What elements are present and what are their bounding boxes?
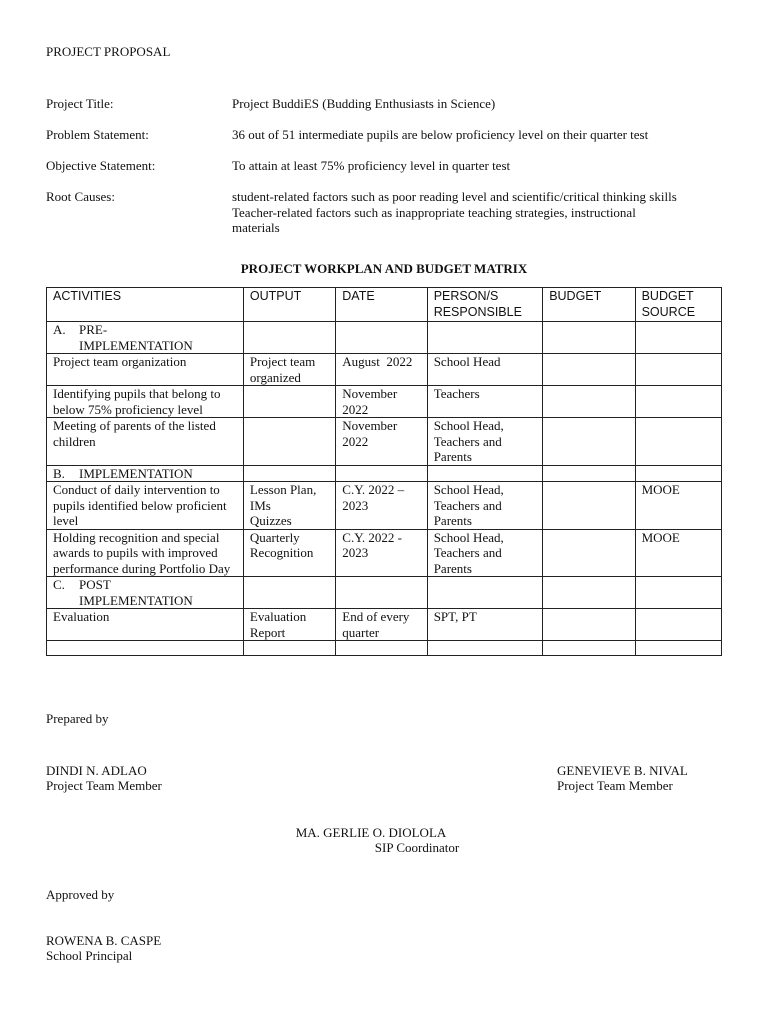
date-cell: C.Y. 2022 – 2023 bbox=[336, 482, 427, 530]
output-cell: Project team organized bbox=[243, 354, 335, 386]
phase-name-continued: IMPLEMENTATION bbox=[79, 337, 193, 353]
activity-cell: Identifying pupils that belong to below 75% proficiency level bbox=[47, 386, 244, 418]
signatory-name: ROWENA B. CASPE bbox=[46, 933, 162, 948]
table-header-row bbox=[47, 288, 722, 322]
budget-cell bbox=[543, 482, 635, 530]
budget-cell bbox=[543, 418, 635, 466]
approved-by-label: Approved by bbox=[46, 887, 115, 902]
table-row bbox=[47, 418, 722, 466]
person-cell: School Head, Teachers and Parents bbox=[427, 482, 543, 530]
phase-name: IMPLEMENTATION bbox=[79, 465, 193, 481]
output-cell: Evaluation Report bbox=[243, 609, 335, 641]
output-cell bbox=[243, 386, 335, 418]
document-heading: PROJECT PROPOSAL bbox=[46, 44, 171, 59]
problem-statement-label: Problem Statement: bbox=[46, 127, 149, 142]
signatory-role: Project Team Member bbox=[557, 778, 673, 793]
budget-source-cell: MOOE bbox=[635, 529, 721, 577]
activity-cell: Holding recognition and special awards to pupils with improved performance during Portfolio Day bbox=[47, 529, 244, 577]
column-header-output: OUTPUT bbox=[243, 288, 335, 322]
person-cell: School Head, Teachers and Parents bbox=[427, 418, 543, 466]
column-header-date: DATE bbox=[336, 288, 427, 322]
activity-cell: Conduct of daily intervention to pupils identified below proficient level bbox=[47, 482, 244, 530]
output-cell bbox=[243, 482, 335, 530]
activity-cell: Evaluation bbox=[47, 609, 244, 641]
signatory-name: GENEVIEVE B. NIVAL bbox=[557, 763, 688, 778]
project-title-label: Project Title: bbox=[46, 96, 114, 111]
root-cause-line: Teacher-related factors such as inappropriate teaching strategies, instructional bbox=[232, 204, 636, 220]
phase-label bbox=[47, 465, 244, 482]
root-cause-line: materials bbox=[232, 220, 280, 235]
phase-row-implementation bbox=[47, 465, 722, 482]
matrix-title: PROJECT WORKPLAN AND BUDGET MATRIX bbox=[240, 261, 528, 276]
output-line: Quizzes bbox=[249, 513, 292, 528]
signatory-name: MA. GERLIE O. DIOLOLA bbox=[295, 825, 447, 840]
budget-source-cell bbox=[635, 418, 721, 466]
objective-statement-label: Objective Statement: bbox=[46, 158, 156, 173]
table-row bbox=[47, 482, 722, 530]
activity-cell: Project team organization bbox=[47, 354, 244, 386]
person-cell: School Head bbox=[427, 354, 543, 386]
signatory-role: School Principal bbox=[46, 948, 133, 963]
phase-name: POST bbox=[79, 577, 111, 592]
phase-letter: B. bbox=[53, 465, 65, 481]
phase-letter: A. bbox=[53, 322, 66, 337]
problem-statement-value: 36 out of 51 intermediate pupils are below proficiency level on their quarter test bbox=[232, 127, 649, 142]
signatory-name: DINDI N. ADLAO bbox=[46, 763, 147, 778]
table-row bbox=[47, 609, 722, 641]
date-cell: C.Y. 2022 - 2023 bbox=[336, 529, 427, 577]
phase-row-pre-implementation bbox=[47, 322, 722, 354]
budget-cell bbox=[543, 609, 635, 641]
activity-cell: Meeting of parents of the listed children bbox=[47, 418, 244, 466]
budget-source-cell bbox=[635, 609, 721, 641]
output-cell bbox=[243, 418, 335, 466]
date-cell: November 2022 bbox=[336, 386, 427, 418]
signatory-role: Project Team Member bbox=[46, 778, 162, 793]
table-row-empty bbox=[47, 641, 722, 656]
date-cell: August 2022 bbox=[336, 354, 427, 386]
table-row bbox=[47, 386, 722, 418]
phase-name: PRE- bbox=[79, 322, 108, 337]
budget-source-cell bbox=[635, 386, 721, 418]
date-cell: November 2022 bbox=[336, 418, 427, 466]
column-header-budget-source: BUDGET SOURCE bbox=[635, 288, 721, 322]
root-causes-label: Root Causes: bbox=[46, 189, 115, 204]
phase-letter: C. bbox=[53, 577, 65, 592]
column-header-activities: ACTIVITIES bbox=[47, 288, 244, 322]
phase-label bbox=[47, 577, 244, 609]
person-cell: Teachers bbox=[427, 386, 543, 418]
person-cell: SPT, PT bbox=[427, 609, 543, 641]
phase-row-post-implementation bbox=[47, 577, 722, 609]
workplan-budget-table bbox=[46, 287, 722, 656]
prepared-by-label: Prepared by bbox=[46, 711, 109, 726]
objective-statement-value: To attain at least 75% proficiency level in quarter test bbox=[232, 158, 511, 173]
output-cell: Quarterly Recognition bbox=[243, 529, 335, 577]
column-header-budget: BUDGET bbox=[543, 288, 635, 322]
table-row bbox=[47, 529, 722, 577]
output-line: Lesson Plan, IMs bbox=[249, 482, 317, 513]
budget-cell bbox=[543, 354, 635, 386]
root-causes-value bbox=[232, 189, 732, 236]
date-cell: End of every quarter bbox=[336, 609, 427, 641]
column-header-person: PERSON/S RESPONSIBLE bbox=[427, 288, 543, 322]
person-cell: School Head, Teachers and Parents bbox=[427, 529, 543, 577]
budget-cell bbox=[543, 386, 635, 418]
signatory-role: SIP Coordinator bbox=[374, 840, 460, 855]
phase-name-continued: IMPLEMENTATION bbox=[79, 592, 193, 608]
budget-source-cell: MOOE bbox=[635, 482, 721, 530]
budget-source-cell bbox=[635, 354, 721, 386]
budget-cell bbox=[543, 529, 635, 577]
root-cause-line: student-related factors such as poor reading level and scientific/critical thinking skills bbox=[232, 189, 677, 204]
phase-label bbox=[47, 322, 244, 354]
table-row bbox=[47, 354, 722, 386]
project-title-value: Project BuddiES (Budding Enthusiasts in Science) bbox=[232, 96, 496, 111]
